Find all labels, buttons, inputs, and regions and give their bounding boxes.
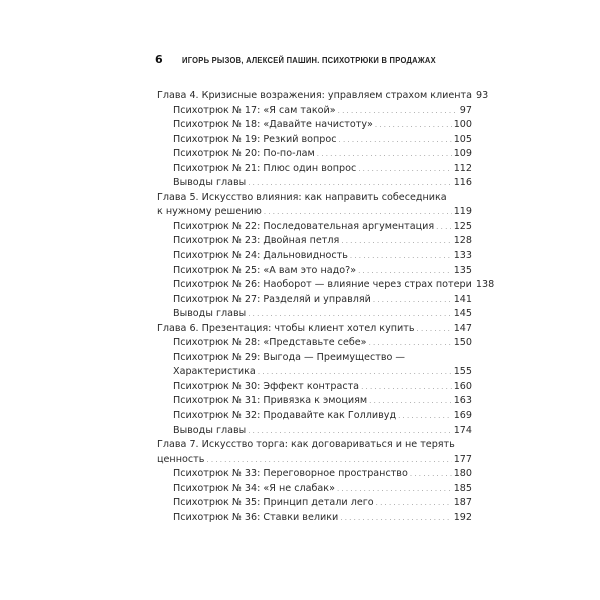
toc-entry xyxy=(157,220,472,235)
toc-entry-page: 147 xyxy=(453,322,472,334)
toc-entry-title: к нужному решению xyxy=(157,206,262,218)
dot-leader xyxy=(206,453,451,468)
toc-entry-title: Психотрюк № 26: Наоборот — влияние через страх потери xyxy=(173,279,472,291)
toc-entry xyxy=(157,249,472,264)
toc-entry xyxy=(157,453,472,468)
dot-leader xyxy=(350,249,452,264)
toc-entry xyxy=(157,118,472,133)
toc-entry-title: Психотрюк № 22: Последовательная аргументация xyxy=(173,220,435,232)
toc-entry-page: 105 xyxy=(453,133,472,145)
toc-entry xyxy=(157,162,472,177)
toc-entry-page: 97 xyxy=(459,104,472,116)
dot-leader xyxy=(398,409,452,424)
dot-leader xyxy=(338,104,458,119)
dot-leader xyxy=(376,496,452,511)
dot-leader xyxy=(369,394,452,409)
dot-leader xyxy=(369,336,452,351)
dot-leader xyxy=(339,133,452,148)
toc-entry-title: Психотрюк № 28: «Представьте себе» xyxy=(173,337,367,349)
toc-entry-page: 128 xyxy=(453,235,472,247)
toc-entry-title: Характеристика xyxy=(173,366,256,378)
toc-entry-page: 174 xyxy=(453,424,472,436)
toc-entry-page: 155 xyxy=(453,366,472,378)
toc-entry-title: Выводы главы xyxy=(173,424,247,436)
toc-entry-page: 109 xyxy=(453,148,472,160)
dot-leader xyxy=(264,205,452,220)
dot-leader xyxy=(375,118,452,133)
toc-entry-title: Глава 5. Искусство влияния: как направить собеседника xyxy=(157,191,447,203)
toc-entry-title: Психотрюк № 29: Выгода — Преимущество — xyxy=(173,351,405,363)
toc-entry-page: 192 xyxy=(453,511,472,523)
toc-entry xyxy=(157,438,472,453)
toc-entry xyxy=(157,307,472,322)
toc-entry xyxy=(157,409,472,424)
toc-entry-page: 112 xyxy=(453,162,472,174)
dot-leader xyxy=(258,365,452,380)
toc-entry-page: 169 xyxy=(453,410,472,422)
toc-entry xyxy=(157,133,472,148)
toc-entry-page: 177 xyxy=(453,453,472,465)
toc-entry-page: 119 xyxy=(453,206,472,218)
toc-entry-title: Психотрюк № 20: По-по-лам xyxy=(173,148,315,160)
toc-entry-title: Глава 7. Искусство торга: как договариваться и не терять xyxy=(157,439,455,451)
dot-leader xyxy=(248,176,451,191)
toc-entry xyxy=(157,176,472,191)
toc-entry xyxy=(157,394,472,409)
toc-entry-page: 116 xyxy=(453,177,472,189)
toc-entry-title: Глава 6. Презентация: чтобы клиент хотел купить xyxy=(157,322,415,334)
toc-entry-page: 93 xyxy=(476,90,489,101)
toc-entry-title: Психотрюк № 25: «А вам это надо?» xyxy=(173,264,357,276)
toc-entry xyxy=(157,482,472,497)
toc-entry xyxy=(157,467,472,482)
toc-entry-title: Глава 4. Кризисные возражения: управляем страхом клиента xyxy=(157,90,473,101)
toc-entry xyxy=(157,205,472,220)
toc-entry-page: 150 xyxy=(453,337,472,349)
toc-entry-title: Психотрюк № 19: Резкий вопрос xyxy=(173,133,337,145)
toc-entry-page: 141 xyxy=(453,293,472,305)
toc-entry-title: Психотрюк № 34: «Я не слабак» xyxy=(173,482,335,494)
toc-entry xyxy=(157,278,495,293)
page-number: 6 xyxy=(155,53,163,66)
toc-entry xyxy=(157,424,472,439)
dot-leader xyxy=(361,380,452,395)
toc-entry-title: Выводы главы xyxy=(173,308,247,320)
toc-entry-title: ценность xyxy=(157,453,205,465)
toc-entry xyxy=(157,496,472,511)
dot-leader xyxy=(248,424,451,439)
toc-entry-title: Психотрюк № 36: Ставки велики xyxy=(173,511,339,523)
toc-entry-page: 163 xyxy=(453,395,472,407)
toc-entry-title: Психотрюк № 23: Двойная петля xyxy=(173,235,340,247)
toc-entry xyxy=(157,511,472,526)
toc-entry xyxy=(157,147,472,162)
toc-entry-page: 180 xyxy=(453,468,472,480)
toc-entry xyxy=(157,293,472,308)
toc-entry xyxy=(157,104,472,119)
toc-entry-title: Психотрюк № 18: «Давайте начистоту» xyxy=(173,119,373,131)
toc-entry xyxy=(157,365,472,380)
page-header xyxy=(155,53,458,66)
toc-entry-page: 185 xyxy=(453,482,472,494)
toc-entry xyxy=(157,351,472,366)
dot-leader xyxy=(358,264,452,279)
dot-leader xyxy=(337,482,452,497)
toc-entry-page: 138 xyxy=(475,279,495,291)
dot-leader xyxy=(340,511,451,526)
toc-entry-page: 125 xyxy=(453,220,472,232)
toc-entry-title: Психотрюк № 21: Плюс один вопрос xyxy=(173,162,357,174)
toc-entry-title: Психотрюк № 17: «Я сам такой» xyxy=(173,104,336,116)
toc-entry-page: 133 xyxy=(453,250,472,262)
dot-leader xyxy=(248,307,451,322)
dot-leader xyxy=(341,234,451,249)
toc-entry-page: 145 xyxy=(453,308,472,320)
toc-entry-title: Выводы главы xyxy=(173,177,247,189)
dot-leader xyxy=(410,467,452,482)
toc-entry-page: 100 xyxy=(453,119,472,131)
toc-entry-page: 187 xyxy=(453,497,472,509)
table-of-contents xyxy=(157,89,495,525)
toc-entry-title: Психотрюк № 31: Привязка к эмоциям xyxy=(173,395,368,407)
dot-leader xyxy=(317,147,452,162)
toc-entry-title: Психотрюк № 24: Дальновидность xyxy=(173,250,348,262)
toc-entry xyxy=(157,89,489,104)
toc-entry-title: Психотрюк № 32: Продавайте как Голливуд xyxy=(173,410,397,422)
toc-entry xyxy=(157,264,472,279)
dot-leader xyxy=(436,220,452,235)
toc-entry-title: Психотрюк № 35: Принцип детали лего xyxy=(173,497,374,509)
toc-entry xyxy=(157,234,472,249)
running-title: ИГОРЬ РЫЗОВ, АЛЕКСЕЙ ПАШИН. ПСИХОТРЮКИ В ПРОДАЖАХ xyxy=(182,56,436,65)
toc-entry-title: Психотрюк № 27: Разделяй и управляй xyxy=(173,293,371,305)
dot-leader xyxy=(417,322,452,337)
toc-entry xyxy=(157,336,472,351)
toc-entry xyxy=(157,322,472,337)
toc-entry xyxy=(157,380,472,395)
toc-entry-title: Психотрюк № 30: Эффект контраста xyxy=(173,380,360,392)
toc-entry-page: 135 xyxy=(453,264,472,276)
dot-leader xyxy=(373,293,452,308)
toc-entry-page: 160 xyxy=(453,380,472,392)
dot-leader xyxy=(358,162,451,177)
toc-entry xyxy=(157,191,472,206)
toc-entry-title: Психотрюк № 33: Переговорное пространство xyxy=(173,468,408,480)
